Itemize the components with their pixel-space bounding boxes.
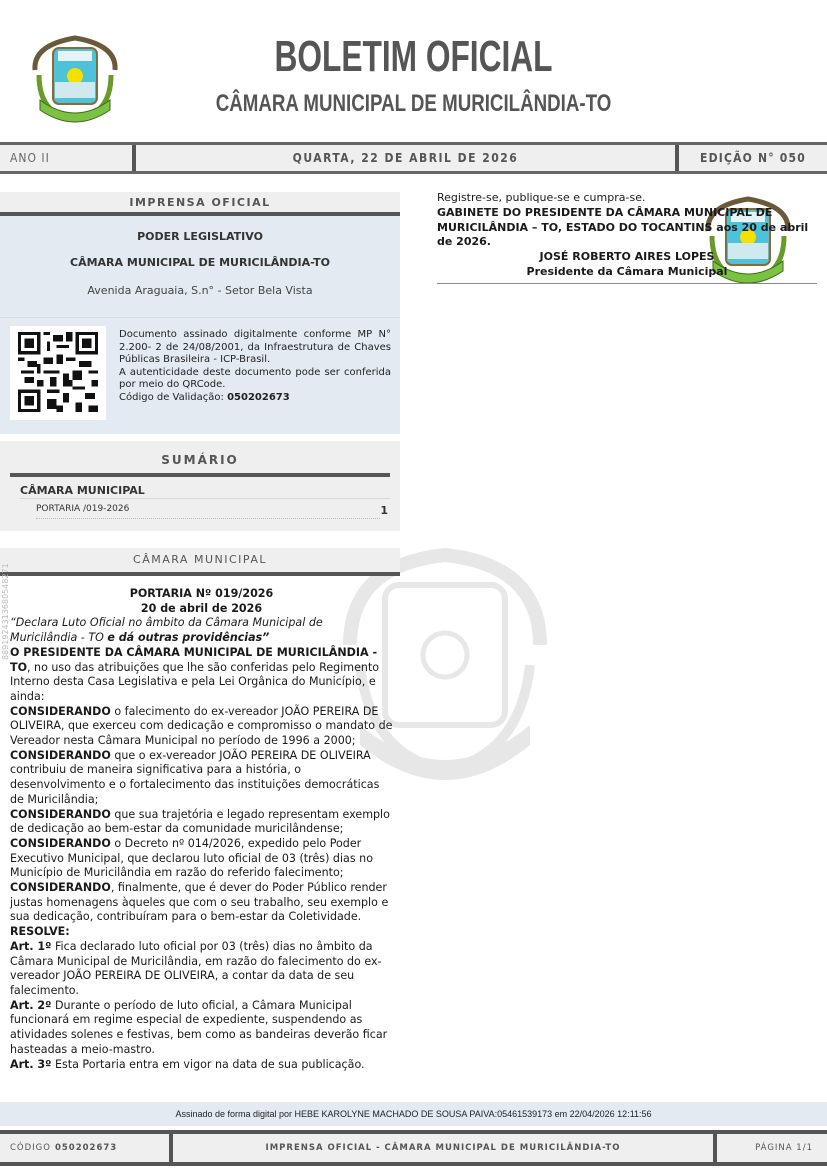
edition-number: EDIÇÃO N° 050	[700, 151, 806, 165]
bulletin-subtitle: CÂMARA MUNICIPAL DE MURICILÂNDIA-TO	[215, 90, 612, 117]
article-3: Art. 3º Esta Portaria entra em vigor na data de sua publicação.	[10, 1057, 365, 1071]
article-1: Art. 1º Fica declarado luto oficial por 03 (três) dias no âmbito da Câmara Municipal de Muricilândia, em razão do falecimento do ex-vereador JOÃO PEREIRA DE OLIVEIRA, a contar da data de seu falecimento.	[10, 939, 382, 997]
digital-signature-block	[0, 318, 400, 434]
act-ementa: “Declara Luto Oficial no âmbito da Câmara Municipal de Muricilândia - TO e dá outras providências”	[10, 616, 323, 645]
right-column	[437, 191, 817, 284]
signature-rule	[437, 283, 817, 284]
act-title: PORTARIA Nº 019/2026	[129, 587, 274, 600]
summary-item-page: 1	[380, 504, 388, 517]
signer-role: Presidente da Câmara Municipal	[526, 264, 728, 278]
bulletin-title: BOLETIM OFICIAL	[274, 32, 553, 81]
year-label: ANO II	[0, 145, 136, 171]
issue-date: QUARTA, 22 DE ABRIL DE 2026	[136, 145, 679, 171]
considerando-1: CONSIDERANDO o falecimento do ex-vereador JOÃO PEREIRA DE OLIVEIRA, que exerceu com dedicação e compromisso o mandato de Vereador nesta Câmara Municipal no período de 1996 a 2000;	[10, 704, 393, 748]
considerando-3: CONSIDERANDO que sua trajetória e legado representam exemplo de dedicação ao bem-estar da comunidade muricilândense;	[10, 807, 390, 836]
gabinete-text: GABINETE DO PRESIDENTE DA CÂMARA MUNICIPAL DE MURICILÂNDIA – TO, ESTADO DO TOCANTINS aos 20 de abril de 2026.	[437, 205, 809, 249]
summary-category: CÂMARA MUNICIPAL	[20, 477, 390, 499]
summary-panel	[0, 441, 400, 531]
summary-item[interactable]	[36, 499, 388, 519]
section-heading: CÂMARA MUNICIPAL	[0, 548, 400, 576]
date-bar	[0, 142, 827, 174]
poder-legislativo: PODER LEGISLATIVO	[137, 230, 263, 243]
considerando-5: CONSIDERANDO, finalmente, que é dever do Poder Público render justas homenagens àqueles que com o seu trabalho, seu exemplo e sua dedicação, contribuíram para o bem-estar da Coletividade.	[10, 881, 389, 924]
page-number: PÁGINA 1/1	[755, 1143, 813, 1153]
article-2: Art. 2º Durante o período de luto oficial, a Câmara Municipal funcionará em regime especial de expediente, suspendendo as atividades solenes e festivas, bem como as bandeiras deverão ficar hasteadas a meio-mastro.	[10, 998, 388, 1056]
resolve-label: RESOLVE:	[10, 925, 70, 939]
registre-text: Registre-se, publique-se e cumpra-se.	[437, 191, 646, 204]
summary-item-label[interactable]: PORTARIA /019-2026	[36, 504, 130, 514]
considerando-4: CONSIDERANDO o Decreto nº 014/2026, expedido pelo Poder Executivo Municipal, que declarou luto oficial de 03 (três) dias no Município de Muricilândia em razão do referido falecimento;	[10, 836, 373, 880]
act-date: 20 de abril de 2026	[140, 601, 263, 615]
address: Avenida Araguaia, S.n° - Setor Bela Vista	[0, 284, 400, 318]
qr-code-icon[interactable]	[10, 326, 106, 420]
footer-code-value: 050202673	[54, 1143, 118, 1153]
considerando-2: CONSIDERANDO que o ex-vereador JOÃO PEREIRA DE OLIVEIRA contribuiu de maneira significativa para a história, o desenvolvimento e o fortalecimento das instituições democráticas de Muricilândia;	[10, 748, 380, 806]
act-intro: O PRESIDENTE DA CÂMARA MUNICIPAL DE MURICILÂNDIA - TO, no uso das atribuições que lhe são conferidas pelo Regimento Interno desta Casa Legislativa e pela Lei Orgânica do Município, e ainda:	[10, 645, 380, 703]
footer-title: IMPRENSA OFICIAL - CÂMARA MUNICIPAL DE MURICILÂNDIA-TO	[173, 1134, 717, 1162]
footer-bar	[0, 1130, 827, 1166]
portaria-body	[10, 587, 393, 1072]
document-side-id: 8891924313680548271	[1, 563, 10, 660]
masthead	[0, 0, 827, 140]
footer-code: CÓDIGO 050202673	[0, 1134, 173, 1162]
summary-heading: SUMÁRIO	[161, 453, 239, 467]
validation-code: 050202673	[227, 391, 290, 403]
imprensa-heading: IMPRENSA OFICIAL	[0, 192, 400, 216]
imprensa-oficial-panel	[0, 192, 400, 434]
signer-name: JOSÉ ROBERTO AIRES LOPES	[539, 250, 715, 264]
camara-name: CÂMARA MUNICIPAL DE MURICILÂNDIA-TO	[70, 256, 330, 269]
digital-signature-footer: Assinado de forma digital por HEBE KAROLYNE MACHADO DE SOUSA PAIVA:05461539173 em 22/04/2026 12:11:56	[0, 1102, 827, 1126]
signature-notice: Documento assinado digitalmente conforme MP N° 2.200- 2 de 24/08/2001, da Infraestrutura de Chaves Públicas Brasileira - ICP-Brasil. A autenticidade deste documento pode ser conferida por meio do QRCode. Código de Validação: 050202673	[119, 329, 391, 403]
